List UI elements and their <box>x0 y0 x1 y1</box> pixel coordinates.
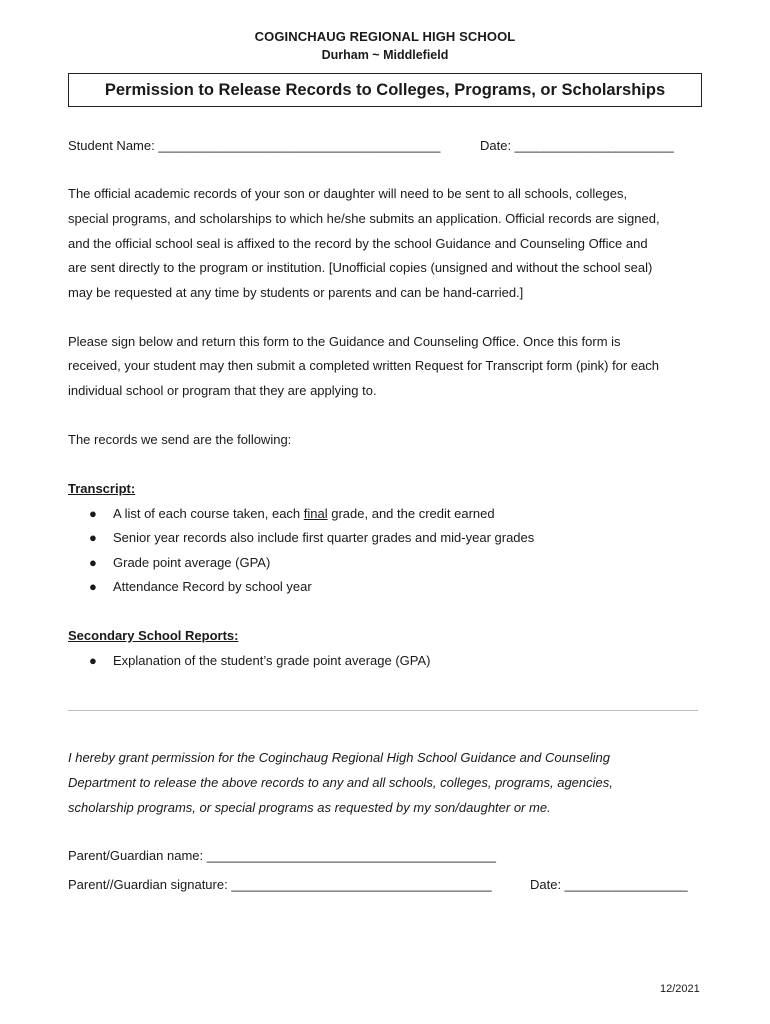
section-divider <box>68 710 698 711</box>
transcript-item-2 <box>89 530 534 545</box>
intro-line-4: are sent directly to the program or institution. [Unofficial copies (unsigned and without the school seal) <box>68 260 653 275</box>
transcript-item-4-text: Attendance Record by school year <box>113 579 312 594</box>
guardian-name-field[interactable]: Parent/Guardian name: ________________________________________ <box>68 848 496 863</box>
transcript-item-4 <box>89 579 312 594</box>
bullet-icon: ● <box>89 506 97 521</box>
secondary-reports-item-1 <box>89 653 431 668</box>
transcript-item-1-text-pre: A list of each course taken, each <box>113 506 304 521</box>
permission-line-1: I hereby grant permission for the Coginchaug Regional High School Guidance and Counseling <box>68 750 611 765</box>
guardian-date-field[interactable]: Date: _________________ <box>530 877 688 892</box>
guardian-signature-field[interactable]: Parent//Guardian signature: ____________________________________ <box>68 877 492 892</box>
instructions-line-3: individual school or program that they are applying to. <box>68 383 377 398</box>
instructions-line-2: received, your student may then submit a completed written Request for Transcript form (pink) for each <box>68 358 660 373</box>
bullet-icon: ● <box>89 530 97 545</box>
bullet-icon: ● <box>89 579 97 594</box>
school-location: Durham ~ Middlefield <box>321 48 449 62</box>
student-date-field[interactable]: Date: ______________________ <box>480 138 674 153</box>
transcript-item-1 <box>89 506 495 521</box>
revision-date: 12/2021 <box>660 983 700 995</box>
bullet-icon: ● <box>89 555 97 570</box>
intro-line-1: The official academic records of your son or daughter will need to be sent to all schools, colleges, <box>68 186 628 201</box>
secondary-reports-heading: Secondary School Reports: <box>68 628 239 643</box>
instructions-line-1: Please sign below and return this form to the Guidance and Counseling Office. Once this form is <box>68 334 621 349</box>
form-title-box <box>68 73 702 107</box>
transcript-item-1-underlined: final <box>303 506 328 521</box>
intro-line-5: may be requested at any time by students or parents and can be hand-carried.] <box>68 285 524 300</box>
school-name: COGINCHAUG REGIONAL HIGH SCHOOL <box>254 29 516 44</box>
transcript-item-2-text: Senior year records also include first quarter grades and mid-year grades <box>113 530 535 545</box>
records-intro: The records we send are the following: <box>68 432 292 447</box>
transcript-item-3-text: Grade point average (GPA) <box>113 555 271 570</box>
transcript-item-1-text-post: grade, and the credit earned <box>327 506 495 521</box>
bullet-icon: ● <box>89 653 97 668</box>
transcript-heading: Transcript: <box>68 481 136 496</box>
form-title: Permission to Release Records to Colleges, Programs, or Scholarships <box>104 80 666 99</box>
secondary-reports-item-1-text: Explanation of the student’s grade point average (GPA) <box>113 653 431 668</box>
transcript-item-3 <box>89 555 270 570</box>
student-name-field[interactable]: Student Name: _______________________________________ <box>68 138 441 153</box>
intro-line-2: special programs, and scholarships to which he/she submits an application. Official records are signed, <box>68 211 660 226</box>
intro-line-3: and the official school seal is affixed to the record by the school Guidance and Counseling Office and <box>68 236 648 251</box>
permission-line-3: scholarship programs, or special programs as requested by my son/daughter or me. <box>68 800 551 815</box>
permission-line-2: Department to release the above records to any and all schools, colleges, programs, agencies, <box>68 775 613 790</box>
